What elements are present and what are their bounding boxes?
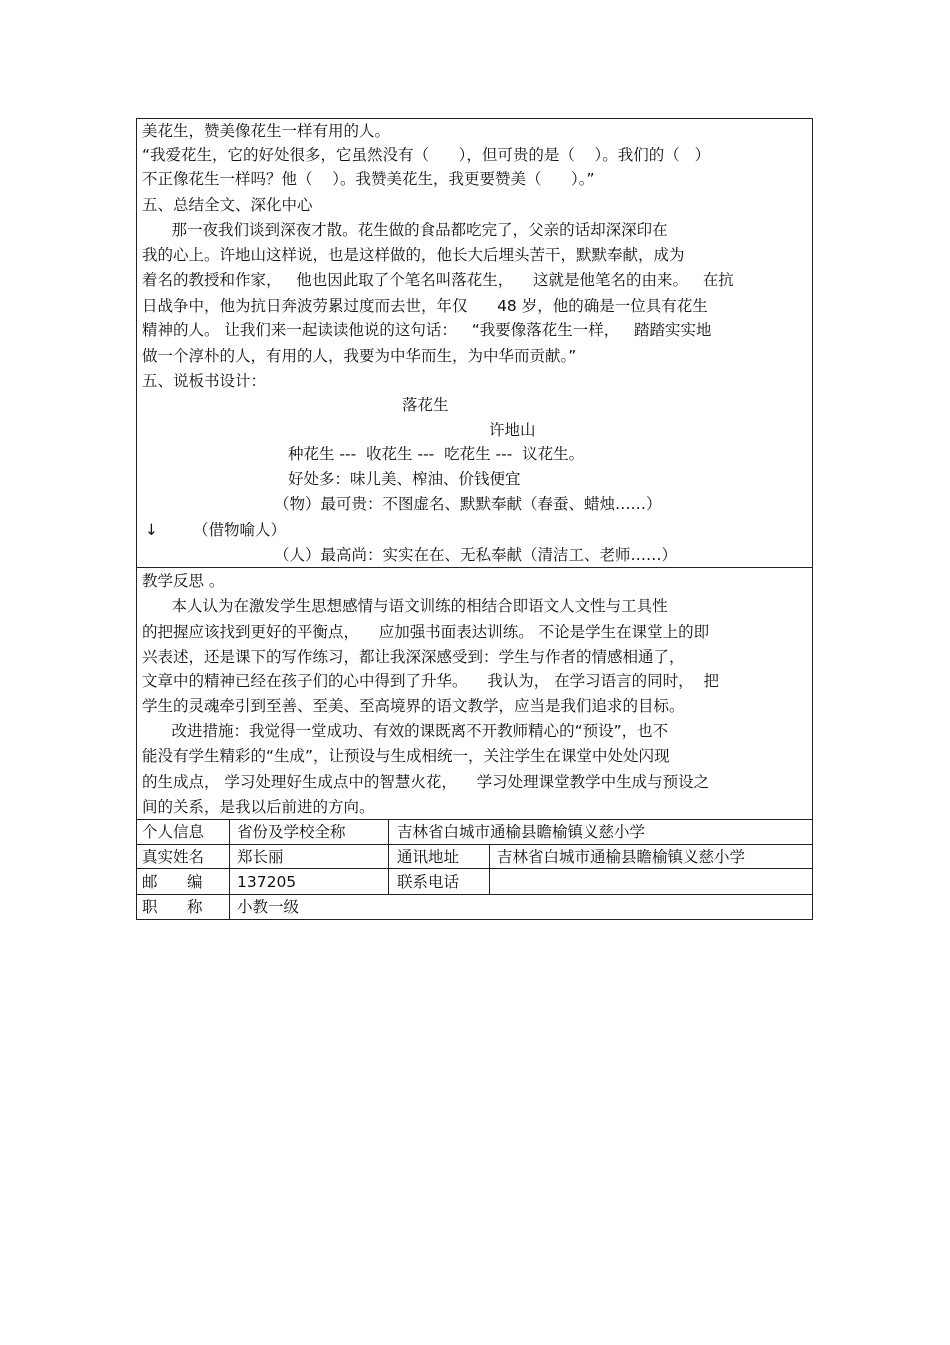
lesson-line: 精神的人。 让我们来一起读读他说的这句话： “我要像落花生一样， 踏踏实实地 (142, 321, 712, 339)
board-row: （借物喻人） (193, 521, 287, 539)
job-title: 小教一级 (237, 898, 300, 916)
mailing-address: 吉林省白城市通榆县瞻榆镇义慈小学 (497, 848, 746, 866)
lesson-line: 我的心上。许地山这样说，也是这样做的，他长大后埋头苦干，默默奉献，成为 (142, 246, 685, 264)
lesson-line: 美花生，赞美像花生一样有用的人。 (142, 122, 391, 140)
postal-code: 137205 (237, 873, 297, 891)
lesson-line: 日战争中，他为抗日奔波劳累过度而去世，年仅 48 岁，他的确是一位具有花生 (142, 297, 708, 315)
reflection-line: 的把握应该找到更好的平衡点， 应加强书面表达训练。 不论是学生在课堂上的即 (142, 623, 710, 641)
board-title: 落花生 (402, 396, 449, 414)
board-row: （物）最可贵：不图虚名、默默奉献（春蚕、蜡烛……） (274, 495, 662, 513)
reflection-line: 文章中的精神已经在孩子们的心中得到了升华。 我认为， 在学习语言的同时， 把 (142, 672, 719, 690)
board-row: 好处多：味儿美、榨油、价钱便宜 (288, 470, 521, 488)
board-row: 种花生 --- 收花生 --- 吃花生 --- 议花生。 (288, 445, 585, 463)
reflection-line: 间的关系，是我以后前进的方向。 (142, 798, 375, 816)
down-arrow-icon: ↓ (145, 521, 158, 539)
section-heading: 教学反思 。 (142, 572, 225, 590)
info-label: 通讯地址 (397, 848, 460, 866)
column-divider (388, 819, 389, 894)
column-divider (489, 844, 490, 894)
section-heading: 五、说板书设计： (142, 372, 267, 390)
row-divider (136, 567, 813, 568)
info-label: 真实姓名 (142, 848, 205, 866)
reflection-line: 能没有学生精彩的“生成”，让预设与生成相统一，关注学生在课堂中处处闪现 (142, 747, 670, 765)
reflection-line: 改进措施：我觉得一堂成功、有效的课既离不开教师精心的“预设”，也不 (142, 722, 669, 740)
info-label: 个人信息 (142, 823, 205, 841)
reflection-line: 本人认为在激发学生思想感情与语文训练的相结合即语文人文性与工具性 (142, 597, 668, 615)
info-label: 邮 编 (142, 873, 203, 891)
info-label: 省份及学校全称 (237, 823, 346, 841)
info-label: 联系电话 (397, 873, 460, 891)
board-row: （人）最高尚：实实在在、无私奉献（清洁工、老师……） (274, 546, 678, 564)
reflection-line: 的生成点， 学习处理好生成点中的智慧火花， 学习处理课堂教学中生成与预设之 (142, 773, 710, 791)
lesson-line: 那一夜我们谈到深夜才散。花生做的食品都吃完了，父亲的话却深深印在 (142, 221, 668, 239)
reflection-line: 学生的灵魂牵引到至善、至美、至高境界的语文教学，应当是我们追求的目标。 (142, 697, 685, 715)
school-name: 吉林省白城市通榆县瞻榆镇义慈小学 (397, 823, 646, 841)
section-heading: 五、总结全文、深化中心 (142, 196, 313, 214)
lesson-line: 着名的教授和作家， 他也因此取了个笔名叫落花生， 这就是他笔名的由来。 在抗 (142, 271, 734, 289)
lesson-line: 做一个淳朴的人，有用的人，我要为中华而生，为中华而贡献。” (142, 347, 577, 365)
author-name: 郑长丽 (237, 848, 284, 866)
board-author: 许地山 (489, 421, 536, 439)
info-label: 职 称 (142, 898, 203, 916)
column-divider (229, 819, 230, 919)
lesson-line: “我爱花生，它的好处很多，它虽然没有（ ），但可贵的是（ ）。我们的（ ） (142, 146, 711, 164)
lesson-line: 不正像花生一样吗？他（ ）。我赞美花生，我更要赞美（ ）。” (142, 170, 595, 188)
reflection-line: 兴表述，还是课下的写作练习，都让我深深感受到：学生与作者的情感相通了， (142, 648, 685, 666)
